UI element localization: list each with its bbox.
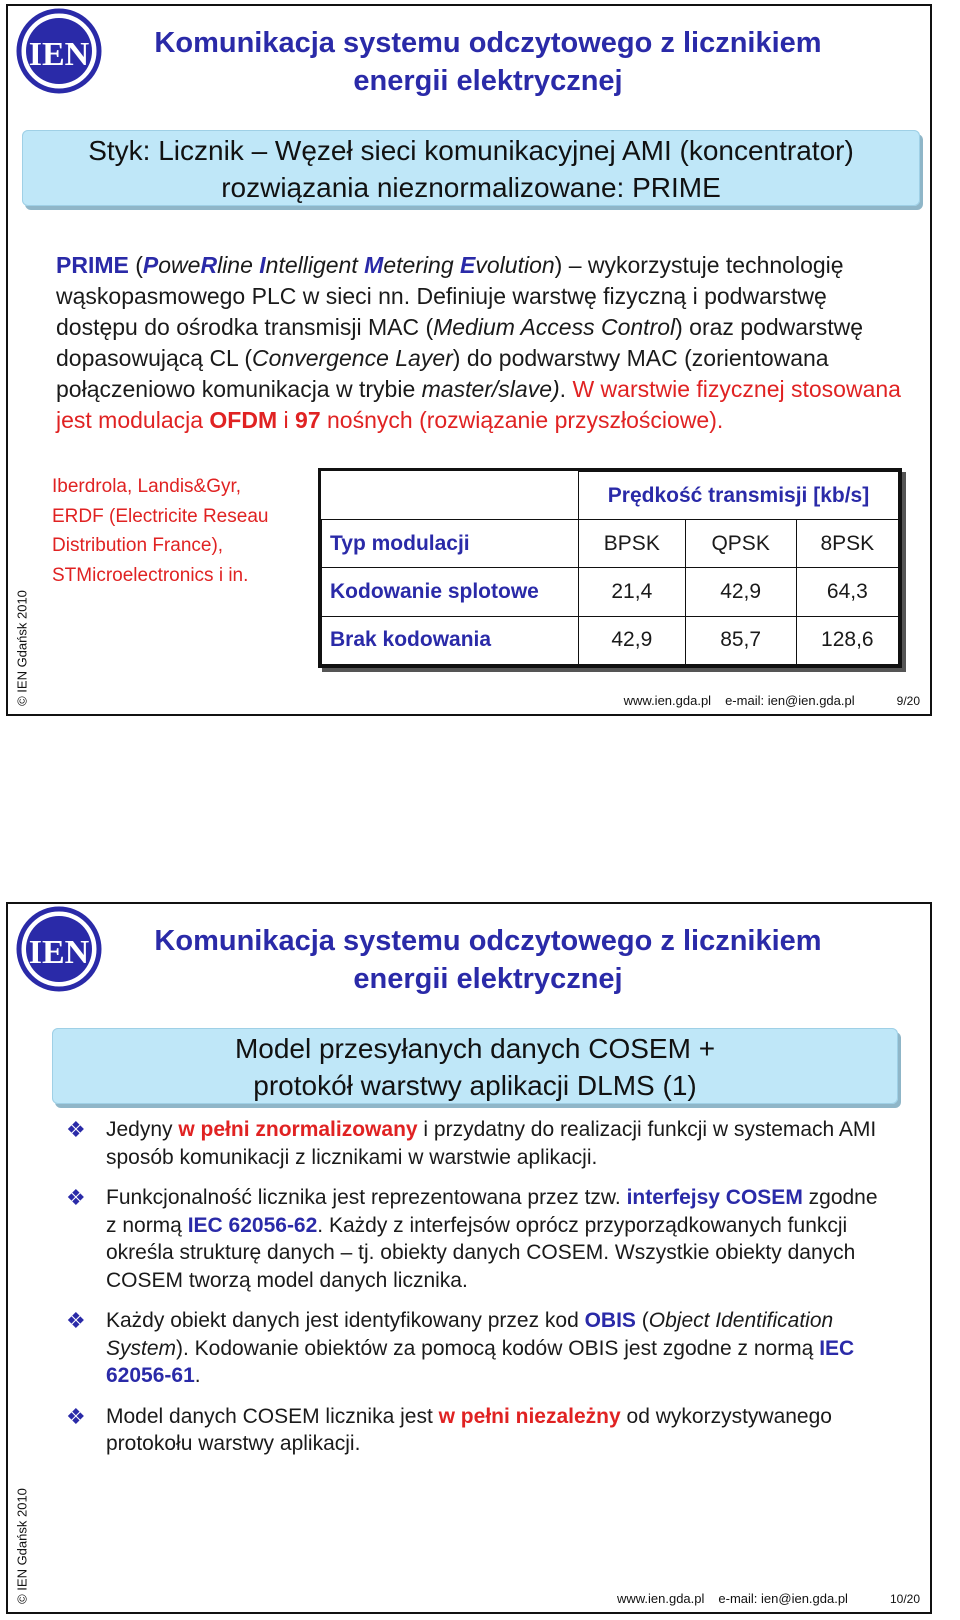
text-span: zgodne z normą [106, 1186, 878, 1237]
table-cell: 42,9 [685, 568, 796, 616]
highlight-text: w pełni niezależny [438, 1404, 621, 1428]
row-label: Typ modulacji [322, 520, 579, 568]
copyright-vertical [10, 1486, 34, 1606]
svg-text:IEN: IEN [28, 934, 90, 971]
banner-line-2: rozwiązania nieznormalizowane: PRIME [221, 172, 721, 203]
text-span: owe [158, 252, 201, 278]
table-row [322, 520, 899, 568]
slide-10 [6, 902, 932, 1614]
page-total: /20 [903, 1592, 920, 1606]
highlight-text: OBIS [584, 1309, 636, 1332]
list-item [66, 1403, 886, 1458]
copyright-text: © IEN Gdańsk 2010 [14, 590, 30, 706]
table-row [322, 616, 899, 664]
slide-footer [617, 1591, 920, 1606]
prime-description [56, 250, 906, 436]
text-span: line [217, 252, 260, 278]
highlight-text: i [277, 407, 296, 433]
highlight-text: w pełni znormalizowany [178, 1118, 418, 1141]
table-cell: BPSK [579, 520, 686, 568]
table-cell: 128,6 [796, 616, 898, 664]
table-cell: 85,7 [685, 616, 796, 664]
website-link[interactable]: www.ien.gda.pl [623, 693, 712, 708]
text-span: Jedyny [106, 1118, 179, 1141]
diamond-bullet-icon: ❖ [66, 1308, 86, 1333]
title-line-2: energii elektrycznej [353, 65, 623, 97]
website-link[interactable]: www.ien.gda.pl [616, 1591, 705, 1606]
slide-footer [624, 693, 920, 708]
diamond-bullet-icon: ❖ [66, 1403, 86, 1429]
row-label: Kodowanie splotowe [322, 568, 579, 616]
list-item [66, 1184, 886, 1294]
highlight-text: nośnych (rozwiązanie przyszłościowe). [320, 407, 724, 433]
copyright-text: © IEN Gdańsk 2010 [14, 1488, 30, 1604]
highlight-text: IEC 62056-61 [106, 1336, 855, 1387]
section-banner [52, 1028, 898, 1104]
ien-logo [16, 906, 102, 992]
title-line-2: energii elektrycznej [353, 963, 623, 995]
italic-term: Object Identification System [106, 1309, 834, 1360]
acronym-letter: E [460, 252, 476, 278]
ien-logo [16, 8, 102, 94]
page-title [118, 922, 858, 998]
table-header: Prędkość transmisji [kb/s] [579, 472, 899, 520]
acronym-letter: M [364, 252, 384, 278]
banner-line-2: protokół warstwy aplikacji DLMS (1) [253, 1070, 697, 1101]
italic-term: Convergence Layer [252, 345, 453, 371]
table-header-row [322, 472, 899, 520]
highlight-text: 97 [295, 407, 321, 433]
list-item [66, 1116, 886, 1171]
text-span: od wykorzystywanego protokołu warstwy aplikacji. [106, 1404, 832, 1455]
text-span: ntelligent [265, 252, 365, 278]
text-span: . [559, 376, 573, 402]
text-span: ). Kodowanie obiektów za pomocą kodów OBIS jest zgodne z normą [176, 1336, 820, 1360]
page-title [118, 24, 858, 100]
diamond-bullet-icon: ❖ [66, 1117, 86, 1142]
italic-term: master/slave) [421, 376, 560, 402]
text-span: i przydatny do realizacji funkcji w systemach AMI sposób komunikacji z licznikami w warstwie aplikacji. [106, 1118, 877, 1169]
title-line-1: Komunikacja systemu odczytowego z licznikiem [154, 925, 822, 957]
text-span: ) – wykorzystuje technologię wąskopasmowego PLC w sieci nn. Definiuje warstwę fizyczną i podwarstwę dostępu do ośrodka transmisji MAC ( [56, 252, 844, 340]
companies-note: Iberdrola, Landis&Gyr, ERDF (Electricite Reseau Distribution France), STMicroelectronics i in. [52, 476, 269, 586]
page-number: 9 [896, 694, 904, 708]
table-cell: QPSK [685, 520, 796, 568]
banner-line-1: Styk: Licznik – Węzeł sieci komunikacyjnej AMI (koncentrator) [88, 135, 854, 166]
text-span: ( [128, 252, 143, 278]
highlight-text: IEC 62056-62 [187, 1213, 318, 1237]
banner-line-1: Model przesyłanych danych COSEM + [234, 1033, 716, 1064]
acronym-letter: R [200, 252, 218, 278]
table-cell: 21,4 [579, 568, 686, 616]
highlight-text: OFDM [209, 407, 278, 433]
text-span: Model danych COSEM licznika jest [106, 1404, 439, 1428]
transmission-rate-table [318, 468, 902, 668]
text-span: ) oraz podwarstwę dopasowującą CL ( [56, 314, 864, 371]
slide-9 [6, 4, 932, 716]
text-span: ) do podwarstwy MAC (zorientowana połączeniowo komunikacja w trybie [56, 345, 829, 402]
page-total: /20 [903, 694, 920, 708]
acronym-letter: I [259, 252, 266, 278]
text-span: . Każdy z interfejsów oprócz przyporządkowanych funkcji określa strukturę danych – tj. obiekty danych COSEM. Wszystkie obiekty danych COSEM tworzą model danych licznika. [106, 1213, 856, 1292]
text-span: Funkcjonalność licznika jest reprezentowana przez tzw. [106, 1186, 627, 1209]
table-cell: 42,9 [579, 616, 686, 664]
copyright-vertical [10, 588, 34, 708]
page-number: 10 [889, 1592, 904, 1606]
text-span: etering [383, 252, 461, 278]
text-span: . [194, 1364, 201, 1387]
text-span: volution [475, 252, 555, 278]
table-cell: 64,3 [796, 568, 898, 616]
list-item [66, 1307, 886, 1390]
table-cell: 8PSK [796, 520, 898, 568]
highlight-text: W warstwie fizycznej stosowana jest modulacja [56, 376, 901, 433]
highlight-text: interfejsy COSEM [626, 1186, 803, 1209]
diamond-bullet-icon: ❖ [66, 1185, 86, 1210]
text-span: Każdy obiekt danych jest identyfikowany przez kod [106, 1309, 585, 1332]
text-span: ( [635, 1309, 649, 1332]
italic-term: Medium Access Control [433, 314, 676, 340]
row-label: Brak kodowania [322, 616, 579, 664]
title-line-1: Komunikacja systemu odczytowego z licznikiem [154, 27, 822, 59]
email-link[interactable]: e-mail: ien@ien.gda.pl [718, 1591, 848, 1606]
table-corner [322, 472, 579, 520]
section-banner [22, 130, 920, 206]
bullet-list [66, 1116, 886, 1471]
svg-text:IEN: IEN [28, 36, 90, 73]
prime-term: PRIME [56, 252, 129, 278]
table-row [322, 568, 899, 616]
acronym-letter: P [142, 252, 159, 278]
email-link[interactable]: e-mail: ien@ien.gda.pl [725, 693, 855, 708]
